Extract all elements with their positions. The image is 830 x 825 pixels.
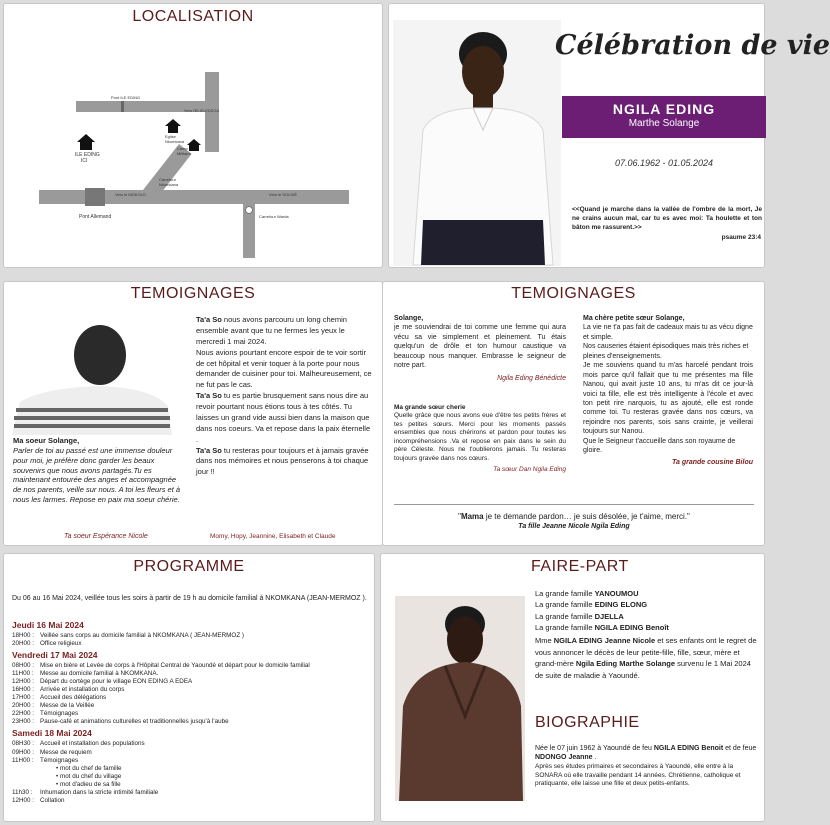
testimony-right — [196, 315, 374, 478]
programme-item — [12, 718, 372, 726]
programme-item-desc: Accueil et installation des populations — [40, 740, 145, 748]
divider — [394, 504, 754, 505]
temoignages-panel-2 — [382, 281, 765, 546]
programme-item-time: 12H00 : — [12, 678, 35, 686]
programme-item-time: 22H00 : — [12, 710, 35, 718]
announcement-mid: et ses enfants ont le regret de vous annoncer le décès de leur petite-fille, fille, sœur, mère et grand-mère — [535, 636, 757, 669]
testimony-left-sign: Ta soeur Espérance Nicole — [64, 533, 148, 540]
map-label-home-sub: ICI — [81, 158, 88, 164]
programme-item — [12, 678, 372, 686]
testimony-c3 — [583, 314, 753, 467]
bio-2: et de feue — [723, 745, 757, 752]
programme-item-time: 16H00 : — [12, 686, 35, 694]
map-label-camp: Camp — [177, 146, 188, 151]
programme-item-time: 09H00 : — [12, 748, 35, 756]
programme-item-desc: • mot d'adieu de sa fille — [56, 780, 121, 788]
programme-item — [12, 632, 372, 640]
testimony-left-heading: Ma soeur Solange, — [13, 436, 80, 445]
programme-item — [12, 749, 372, 757]
celebration-panel — [388, 3, 830, 268]
deceased-name: NGILA EDING — [612, 101, 716, 117]
taaso-1: Ta'a So — [196, 315, 222, 324]
family-name: DJELLA — [594, 611, 624, 621]
pont-eding-mark — [121, 101, 124, 112]
testimony-c3-heading: Ma chère petite sœur Solange, — [583, 315, 685, 322]
family-line — [535, 611, 760, 622]
testimony-c3-text4: Que le Seigneur t'accueille dans son royaume de gloire. — [583, 437, 736, 455]
faire-part-panel — [380, 553, 765, 822]
programme-item-time: 11H00 : — [12, 670, 34, 678]
psalm-ref: psaume 23:4 — [721, 234, 761, 241]
testimony-right-p2: Nous avions pourtant encore espoir de te voir sortir de cet hôpital et venir toquer à la porte pour nous demander de cuisiner pour toi. Malheureusement, ce ne fut pas le cas. — [196, 347, 372, 390]
biographie-title: BIOGRAPHIE — [535, 714, 640, 731]
programme-item-time: 11H00 : — [12, 756, 34, 764]
testimony-right-p4: tu resteras pour toujours et à jamais gravée dans nos mémoires et nous penserons à toi chaque jour !! — [196, 445, 369, 477]
temoignages-title-2: TEMOIGNAGES — [511, 285, 636, 302]
life-dates: 07.06.1962 - 01.05.2024 — [614, 158, 714, 168]
testimony-c3-text1: La vie ne t'a pas fait de cadeaux mais tu as vécu digne et simple. — [583, 324, 753, 341]
bio-3: . — [592, 754, 597, 762]
map-label-carrefour-sub: Nkomkana — [159, 182, 179, 187]
family-line — [535, 588, 760, 599]
programme-item-desc: • mot du chef de famille — [56, 764, 122, 772]
family-prefix: La grande famille — [535, 622, 595, 632]
testimony-right-sign: Momy, Hopy, Jeannine, Elisabeth et Claude — [210, 533, 336, 540]
map-label-roundabout: Carrefour Warda — [259, 214, 289, 219]
temoignages-panel-1 — [3, 281, 383, 546]
biographie-text — [535, 744, 760, 789]
testimony-c1 — [394, 314, 566, 383]
programme-item-time: 20H00 : — [12, 640, 35, 648]
map-label-pont-eding: Pont ILE EDING — [111, 95, 141, 100]
announcement-deceased: Ngila Eding Marthe Solange — [575, 659, 676, 669]
map-label-church: Eglise — [165, 134, 176, 139]
programme-item — [12, 740, 372, 748]
testimony-c1-text: je me souviendrai de toi comme une femme qui aura vécu sa vie simplement et pleinement. Tu étais quelqu'un de drôle et ton humour caustique va beaucoup nous manquer. Embrasse le seigneur de notre part. — [394, 324, 566, 370]
map-label-carrefour: Carrefour — [159, 177, 176, 182]
bottom-quote-sign: Ta fille Jeanne Nicole Ngila Eding — [518, 523, 630, 530]
family-prefix: La grande famille — [535, 600, 595, 610]
portrait-photo — [393, 20, 561, 266]
programme-item-desc: Inhumation dans la stricte intimité familiale — [40, 788, 159, 796]
programme-item-desc: Mise en bière et Levée de corps à l'Hôpital Central de Yaoundé et départ pour le domicile familial — [40, 662, 310, 670]
map-label-pont-allemand: Pont Allemand — [79, 214, 112, 220]
map-label-ebolowa: Vers le SOLIDÈ — [269, 192, 298, 197]
announcement-name: NGILA EDING Jeanne Nicole — [553, 636, 656, 645]
programme-item — [12, 781, 372, 789]
programme-item — [12, 640, 372, 648]
programme-item — [12, 670, 372, 678]
temoignages-title-1: TEMOIGNAGES — [130, 285, 256, 302]
testimony-left-text: Parler de toi au passé est une immense douleur pour moi, je préfère donc garder les beaux souvenirs que nous avons partagés.Tu es maintenant entourée des anges et accompagnée de nos parents, veille sur nous. A toi les fleurs et à nous les larmes. Repose en paix ma soeur chérie. — [13, 446, 181, 504]
programme-item-desc: Accueil des délégations — [40, 694, 107, 702]
bio-4: Après ses études primaires et secondaires à Yaoundé, elle entre à la SONARA où elle travaille pendant 14 années. Chrétienne, catholique et pratiquante, elle laisse une fille et deux petits-enfants. — [535, 762, 741, 788]
programme-item-desc: Veillée sans corps au domicile familial à NKOMKANA ( JEAN-MERMOZ ) — [40, 632, 245, 639]
programme-item-time: 20H00 : — [12, 702, 35, 710]
programme-item — [12, 662, 372, 670]
testimony-c2-text: Quelle grâce que nous avons eue d'être tes petits frères et tes petites sœurs. Merci pour les moments passés ensembles que nous chérirons et pardon pour toutes les incompréhensions .Va et repose en paix dans le sein du père Céleste. Nous ne t'oublierons jamais. Tu resteras toujours gravée dans nos cœurs. — [394, 412, 566, 462]
programme-item-desc: Collation — [40, 796, 65, 804]
announcement-end: survenu le 1 Mai 2024 de suite de maladie à Yaoundé. — [535, 659, 751, 680]
bio-mother: NDONGO Jeanne — [535, 754, 593, 762]
families-list — [535, 588, 760, 633]
taaso-2: Ta'a So — [196, 391, 222, 401]
programme-item-desc: Messe de la Veillée — [40, 702, 95, 710]
family-name: EDING ELONG — [594, 600, 648, 610]
programme-item — [12, 686, 372, 694]
name-banner — [562, 96, 766, 138]
testimony-c3-text2: Nos causeries étaient épisodiques mais très riches et pleines d'enseignements. — [583, 343, 749, 360]
celebration-title: Célébration de vie — [555, 30, 830, 61]
bio-1: Née le 07 juin 1962 à Yaoundé de feu — [535, 745, 654, 752]
programme-item-desc: Témoignages — [40, 756, 79, 764]
taaso-3: Ta'a So — [196, 445, 222, 455]
testimony-c3-text3: Je me souviens quand tu m'as harcelé pendant trois mois parce qu'il fallait que tu me présentes ma fille Nanou, qui avait juste 10 ans, tu m'as dit ce jour-là voici ta fille, elle est très intelligente à l'école et avec ton petit rire narquois, tu as ajouté, elle est ronde comme toi. Tu resteras gravée dans nos cœurs, va rejoindre nos parents, sois sans crainte, je veillerai toujours sur Nanou. — [583, 362, 753, 436]
family-name: NGILA EDING Benoît — [594, 622, 669, 632]
testimony-c2-sign: Ta sœur Dan Ngila Eding — [493, 466, 566, 474]
programme-item-desc: Pause-café et animations culturelles et traditionnelles jusqu'à l'aube — [40, 718, 229, 726]
programme-days — [12, 618, 372, 805]
programme-item-time: 08H00 : — [12, 662, 35, 670]
testimony-c1-heading: Solange, — [394, 315, 424, 322]
programme-item — [12, 757, 372, 765]
bio-father: NGILA EDING Benoit — [653, 745, 724, 752]
faire-part-title: FAIRE-PART — [531, 558, 629, 575]
bottom-quote-text: je te demande pardon… je suis désolée, je t'aime, merci. — [483, 512, 688, 521]
family-name: YANOUMOU — [594, 589, 639, 598]
family-line — [535, 599, 760, 610]
testimony-c3-sign: Ta grande cousine Bilou — [671, 458, 753, 466]
programme-item-time: 12H00 : — [12, 796, 35, 804]
roundabout — [245, 206, 253, 214]
testimony-right-p1: nous avons parcouru un long chemin ensemble avant que tu ne fermes les yeux le mercredi 1 mai 2024. — [196, 315, 347, 346]
programme-item-desc: Arrivée et installation du corps — [40, 686, 125, 694]
testimony-right-p3: tu es partie brusquement sans nous dire au revoir pourtant nous étions tous à tes côtés. Tu laisses un grand vide aussi bien dans la maison que dans nos coeurs. Va et repose dans la paix éternelle . — [196, 391, 371, 444]
programme-day-heading: Jeudi 16 Mai 2024 — [12, 620, 84, 630]
programme-item-desc: Messe de requiem — [40, 748, 92, 756]
bottom-quote-bold: Mama — [460, 512, 484, 521]
map-label-church-sub: Nkomkana — [165, 139, 185, 144]
sister-photo — [12, 310, 172, 435]
programme-item-time: 11h30 : — [12, 788, 33, 796]
programme-item-desc: Témoignages — [40, 710, 79, 718]
localisation-panel — [3, 3, 383, 268]
psalm-quote: <<Quand je marche dans la vallée de l'ombre de la mort, Je ne crains aucun mal, car tu es avec moi: Ta houlette et ton bâton me rassurent.>> — [572, 206, 762, 231]
location-map — [29, 64, 369, 264]
programme-item — [12, 702, 372, 710]
pont-allemand-block — [85, 188, 105, 206]
map-label-camp-sub: Militaire — [177, 151, 191, 156]
programme-item — [12, 694, 372, 702]
testimony-c1-sign: Ngila Eding Bénédicte — [497, 374, 566, 382]
programme-intro: Du 06 au 16 Mai 2024, veillée tous les soirs à partir de 19 h au domicile familial à NKOMKANA (JEAN-MERMOZ ). — [12, 595, 367, 602]
programme-item-time: 23H00 : — [12, 718, 35, 726]
testimony-c2 — [394, 404, 566, 475]
map-label-top-right: Vers l'ELIG-EDZOA — [184, 108, 219, 113]
programme-panel — [3, 553, 375, 822]
map-label-mokolo: Vers le MOKOLO — [115, 192, 146, 197]
deceased-first-names: Marthe Solange — [628, 118, 700, 129]
family-prefix: La grande famille — [535, 589, 595, 598]
bottom-quote: "Mama je te demande pardon… je suis désolée, je t'aime, merci." — [458, 512, 690, 521]
programme-item — [12, 765, 372, 773]
programme-item-desc: • mot du chef du village — [56, 772, 122, 780]
family-line — [535, 622, 760, 633]
programme-item-time: 18H00 : — [12, 632, 35, 639]
announcement-pre: Mme — [535, 636, 554, 645]
programme-item — [12, 710, 372, 718]
programme-item-time: 17H00 : — [12, 694, 35, 702]
map-label-home: ILE EDING — [75, 152, 100, 158]
programme-item — [12, 789, 372, 797]
programme-day-heading: Samedi 18 Mai 2024 — [12, 728, 92, 739]
programme-title: PROGRAMME — [133, 558, 245, 575]
faire-part-photo — [395, 596, 525, 801]
testimony-c2-heading: Ma grande sœur cherie — [394, 404, 466, 411]
programme-item-desc: Départ du cortège pour le village EON EDING A EDEA — [40, 678, 193, 686]
testimony-left — [13, 436, 181, 505]
programme-item-time: 08H30 : — [12, 740, 35, 748]
localisation-title: LOCALISATION — [132, 8, 254, 25]
programme-item — [12, 797, 372, 805]
programme-item-desc: Messe au domicile familial à NKOMKANA. — [40, 670, 159, 678]
family-prefix: La grande famille — [535, 611, 595, 621]
programme-day-heading: Vendredi 17 Mai 2024 — [12, 650, 98, 661]
programme-item — [12, 773, 372, 781]
programme-item-desc: Office religieux — [40, 640, 82, 648]
announcement-text — [535, 635, 760, 682]
